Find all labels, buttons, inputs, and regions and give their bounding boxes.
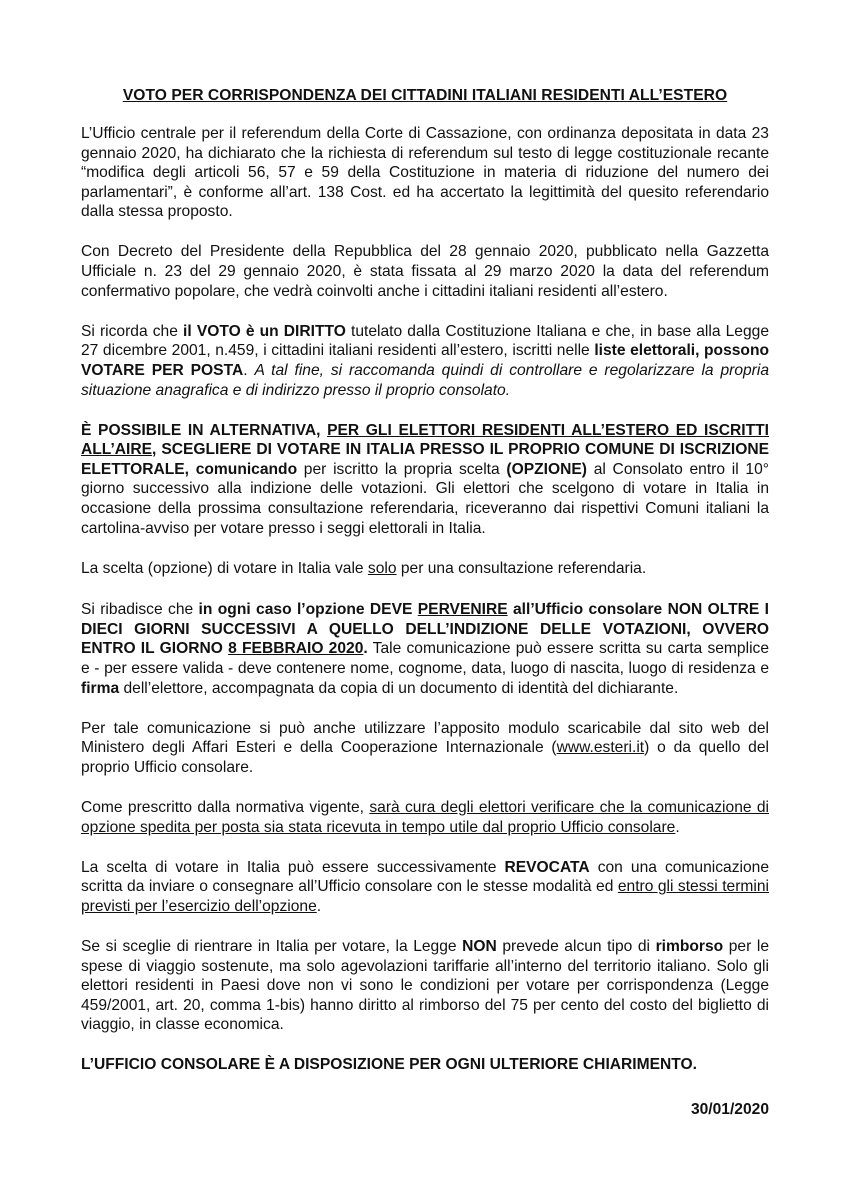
closing-statement: L’UFFICIO CONSOLARE È A DISPOSIZIONE PER OGNI ULTERIORE CHIARIMENTO. <box>81 1056 697 1074</box>
esteri-link[interactable]: www.esteri.it <box>556 739 645 757</box>
paragraph-option-validity: La scelta (opzione) di votare in Italia vale solo per una consultazione referendaria. <box>81 559 647 577</box>
document-title: VOTO PER CORRISPONDENZA DEI CITTADINI ITALIANI RESIDENTI ALL’ESTERO <box>122 87 728 104</box>
paragraph-verify-receipt: Come prescritto dalla normativa vigente, sarà cura degli elettori verificare che la comunicazione di opzione spedita per posta sia stata ricevuta in tempo utile dal proprio Ufficio consolare. <box>81 799 769 836</box>
paragraph-revocation: La scelta di votare in Italia può essere successivamente REVOCATA con una comunicazione scritta da inviare o consegnare all’Ufficio consolare con le stesse modalità ed entro gli stessi termini previsti per l’esercizio dell’opzione. <box>81 858 769 915</box>
paragraph-deadline: Si ribadisce che in ogni caso l’opzione DEVE PERVENIRE all’Ufficio consolare NON OLTRE I DIECI GIORNI SUCCESSIVI A QUELLO DELL’INDIZIONE DELLE VOTAZIONI, OVVERO ENTRO IL GIORNO 8 FEBBRAIO 2020. Tale comunicazione può essere scritta su carta semplice e - per essere valida - deve contenere nome, cognome, data, luogo di nascita, luogo di residenza e firma dell’elettore, accompagnata da copia di un documento di identità del dichiarante. <box>81 601 769 697</box>
paragraph-vote-in-italy-option: È POSSIBILE IN ALTERNATIVA, PER GLI ELETTORI RESIDENTI ALL’ESTERO ED ISCRITTI ALL’AIRE, SCEGLIERE DI VOTARE IN ITALIA PRESSO IL PROPRIO COMUNE DI ISCRIZIONE ELETTORALE, comunicando per iscritto la propria scelta (OPZIONE) al Consolato entro il 10° giorno successivo alla indizione delle votazioni. Gli elettori che scelgono di votare in Italia in occasione della prossima consultazione referendaria, riceveranno dai rispettivi Comuni italiani la cartolina-avviso per votare presso i seggi elettorali in Italia. <box>81 421 770 537</box>
paragraph-right-to-vote: Si ricorda che il VOTO è un DIRITTO tutelato dalla Costituzione Italiana e che, in base alla Legge 27 dicembre 2001, n.459, i cittadini italiani residenti all’estero, iscritti nelle liste elettorali, possono VOTARE PER POSTA. A tal fine, si raccomanda quindi di controllare e regolarizzare la propria situazione anagrafica e di indirizzo presso il proprio consolato. <box>81 322 770 399</box>
paragraph-decree: Con Decreto del Presidente della Repubblica del 28 gennaio 2020, pubblicato nella Gazzetta Ufficiale n. 23 del 29 gennaio 2020, è stata fissata al 29 marzo 2020 la data del referendum confermativo popolare, che vedrà coinvolti anche i cittadini italiani residenti all’estero. <box>81 243 769 300</box>
paragraph-form-download: Per tale comunicazione si può anche utilizzare l’apposito modulo scaricabile dal sito web del Ministero degli Affari Esteri e della Cooperazione Internazionale (www.esteri.it) o da quello del proprio Ufficio consolare. <box>81 719 769 776</box>
paragraph-reimbursement: Se si sceglie di rientrare in Italia per votare, la Legge NON prevede alcun tipo di rimborso per le spese di viaggio sostenute, ma solo agevolazioni tariffarie all’interno del territorio italiano. Solo gli elettori residenti in Paesi dove non vi sono le condizioni per votare per corrispondenza (Legge 459/2001, art. 20, comma 1-bis) hanno diritto al rimborso del 75 per cento del costo del biglietto di viaggio, in classe economica. <box>81 938 769 1034</box>
paragraph-referendum-ordinance: L’Ufficio centrale per il referendum della Corte di Cassazione, con ordinanza depositata in data 23 gennaio 2020, ha dichiarato che la richiesta di referendum sul testo di legge costituzionale recante “modifica degli articoli 56, 57 e 59 della Costituzione in materia di riduzione del numero dei parlamentari”, è conforme all’art. 138 Cost. ed ha accertato la legittimità del quesito referendario dalla stessa proposto. <box>81 125 769 221</box>
document-date: 30/01/2020 <box>690 1101 769 1119</box>
